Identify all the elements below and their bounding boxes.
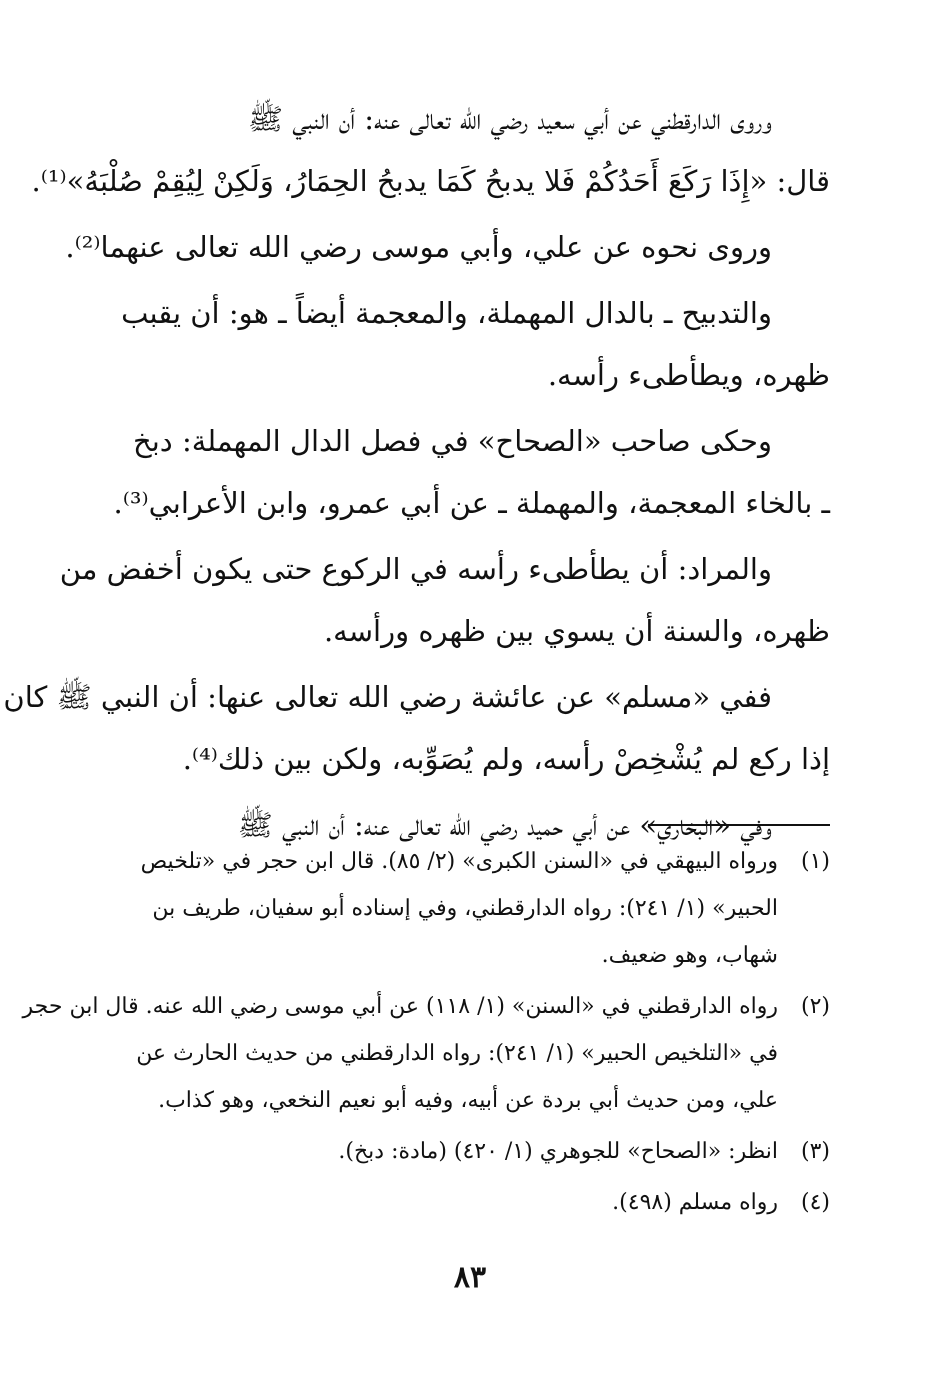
paragraph	[59, 538, 830, 662]
footnote-line: انظر: «الصحاح» للجوهري (١/ ٤٢٠) (مادة: دبخ).	[338, 1139, 778, 1164]
text-line: والمراد: أن يطأطىء رأسه في الركوع حتى يكون أخفض من	[59, 552, 772, 586]
text-line: إذا ركع لم يُشْخِصْ رأسه، ولم يُصَوِّبه، ولكن بين ذلك⁽⁴⁾.	[182, 742, 830, 776]
footnote-line: رواه مسلم (٤٩٨).	[612, 1190, 778, 1215]
main-text	[3, 88, 830, 860]
footnote-line: شهاب، وهو ضعيف.	[601, 943, 778, 968]
paragraph	[31, 88, 830, 212]
text-line: وحكى صاحب «الصحاح» في فصل الدال المهملة: دبخ	[133, 424, 772, 458]
text-line: ظهره، ويطأطىء رأسه.	[547, 358, 830, 392]
footnote	[118, 838, 830, 979]
footnote	[118, 1128, 830, 1175]
text-line: وفي «البخاري» عن أبي حميد رضي الله تعالى عنه: أن النبي ﷺ	[237, 808, 772, 842]
footnote-line: علي، ومن حديث أبي بردة عن أبيه، وفيه أبو نعيم النخعي، وهو كذاب.	[158, 1088, 778, 1113]
text-line: وروى الدارقطني عن أبي سعيد رضي الله تعالى عنه: أن النبي ﷺ	[247, 102, 772, 136]
page-number: ٨٣	[453, 1260, 487, 1295]
text-line: ـ بالخاء المعجمة، والمهملة ـ عن أبي عمرو، وابن الأعرابي⁽³⁾.	[113, 486, 830, 520]
footnote	[22, 983, 830, 1124]
footnote	[118, 1179, 830, 1226]
text-line: ففي «مسلم» عن عائشة رضي الله تعالى عنها: أن النبي ﷺ كان	[3, 680, 772, 714]
text-line: قال: «إِذَا رَكَعَ أَحَدُكُمْ فَلا يدبحُ كَمَا يدبحُ الحِمَارُ، وَلَكِنْ لِيُقِمْ صُلْبَهُ»⁽¹⁾.	[31, 164, 830, 198]
text-line: والتدبيح ـ بالدال المهملة، والمعجمة أيضاً ـ هو: أن يقبب	[121, 296, 772, 330]
paragraph	[65, 216, 830, 278]
footnote-body	[118, 1179, 778, 1226]
footnote-number: (٣)	[800, 1139, 830, 1164]
footnote-body	[118, 838, 778, 979]
text-line: وروى نحوه عن علي، وأبي موسى رضي الله تعالى عنهما⁽²⁾.	[65, 230, 772, 264]
footnote-body	[23, 983, 778, 1124]
footnote-number: (٤)	[800, 1190, 830, 1215]
paragraph	[3, 666, 830, 790]
footnote-divider	[648, 824, 830, 826]
paragraph	[113, 410, 830, 534]
footnote-line: في «التلخيص الحبير» (١/ ٢٤١): رواه الدارقطني من حديث الحارث عن	[136, 1041, 778, 1066]
footnote-line: الحبير» (١/ ٢٤١): رواه الدارقطني، وفي إسناده أبو سفيان، طريف بن	[152, 896, 778, 921]
footnote-line: رواه الدارقطني في «السنن» (١/ ١١٨) عن أبي موسى رضي الله عنه. قال ابن حجر	[22, 994, 778, 1019]
footnote-line: ورواه البيهقي في «السنن الكبرى» (٢/ ٨٥). قال ابن حجر في «تلخيص	[140, 849, 778, 874]
text-line: ظهره، والسنة أن يسوي بين ظهره ورأسه.	[323, 614, 830, 648]
footnote-number: (٢)	[800, 994, 830, 1019]
paragraph	[118, 282, 830, 406]
footnotes	[22, 838, 830, 1230]
footnote-number: (١)	[800, 849, 830, 874]
footnote-body	[118, 1128, 778, 1175]
